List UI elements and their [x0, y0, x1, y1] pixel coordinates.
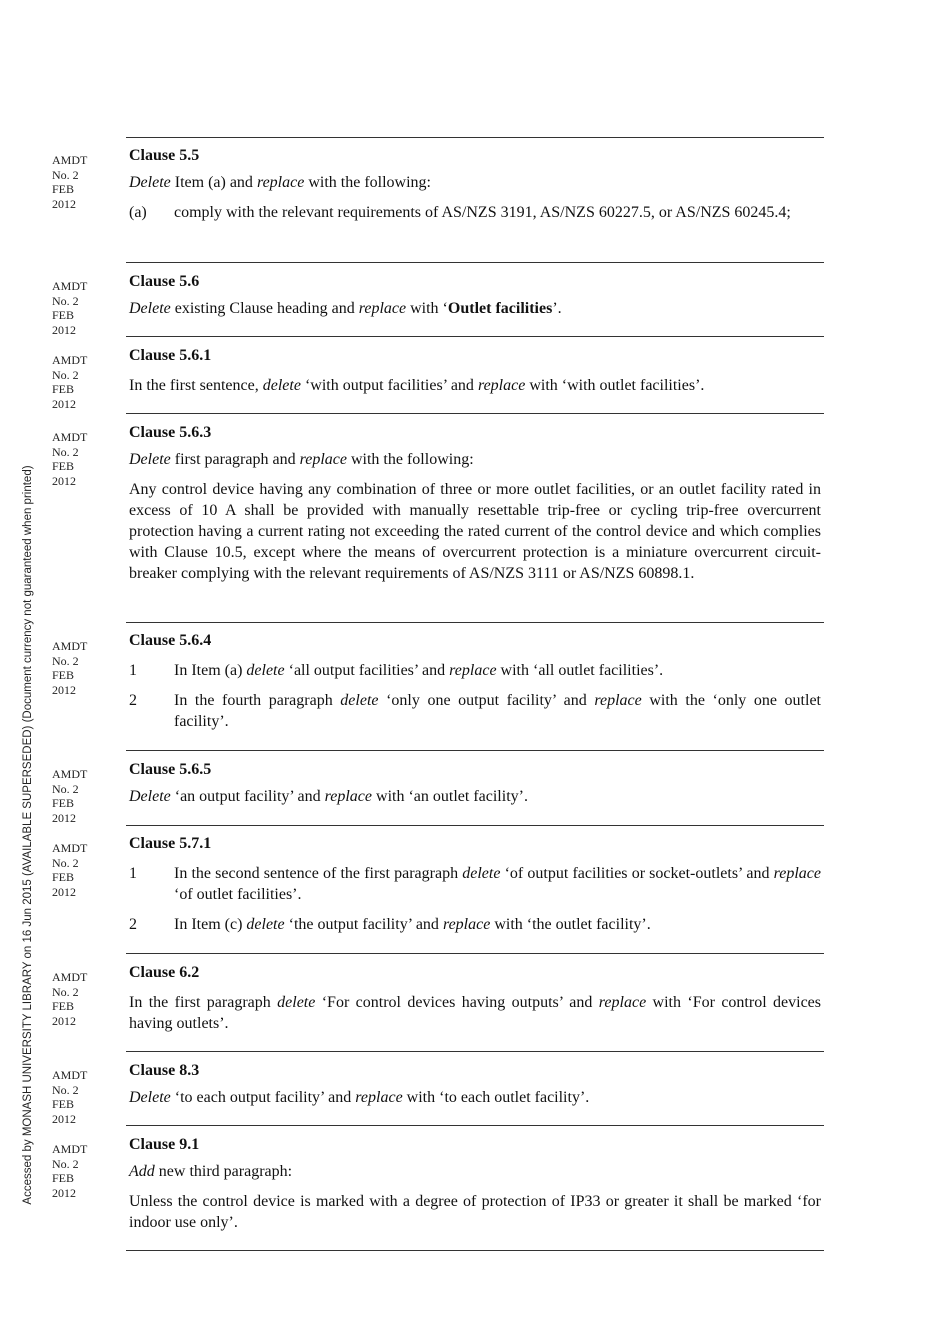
clause-item: [129, 914, 821, 935]
clause-heading: Clause 9.1: [129, 1136, 200, 1153]
clause-item: [129, 660, 821, 681]
access-notice-text: Accessed by MONASH UNIVERSITY LIBRARY on 16 Jun 2015 (AVAILABLE SUPERSEDED) (Document currency not guaranteed when printed): [22, 465, 34, 1205]
clause-instruction: Delete first paragraph and replace with the following:: [129, 450, 474, 468]
clause-heading: Clause 5.6: [129, 273, 200, 290]
item-number: 1: [129, 661, 137, 679]
item-number: (a): [129, 203, 147, 221]
divider: [126, 336, 824, 337]
item-number: 2: [129, 691, 137, 709]
clause-5-6-3: [129, 422, 821, 584]
clause-5-6: [129, 271, 821, 319]
new-paragraph: Unless the control device is marked with a degree of protection of IP33 or greater it shall be marked ‘for indoor use only’.: [129, 1192, 821, 1231]
item-number: 1: [129, 864, 137, 882]
amendment-note: AMDT No. 2 FEB 2012: [52, 841, 88, 899]
amendment-note: AMDT No. 2 FEB 2012: [52, 639, 88, 697]
divider: [126, 825, 824, 826]
clause-heading: Clause 5.6.4: [129, 632, 212, 649]
clause-5-6-4: [129, 630, 821, 732]
amendment-note: AMDT No. 2 FEB 2012: [52, 153, 88, 211]
clause-instruction: In the first sentence, delete ‘with output facilities’ and replace with ‘with outlet facilities’.: [129, 376, 705, 394]
clause-instruction: Delete ‘to each output facility’ and replace with ‘to each outlet facility’.: [129, 1088, 590, 1106]
clause-heading: Clause 6.2: [129, 964, 200, 981]
item-text: In Item (c) delete ‘the output facility’ and replace with ‘the outlet facility’.: [174, 915, 651, 933]
amendment-note: AMDT No. 2 FEB 2012: [52, 430, 88, 488]
clause-heading: Clause 5.5: [129, 147, 200, 164]
item-text: In the fourth paragraph delete ‘only one output facility’ and replace with the ‘only one outlet facility’.: [174, 691, 821, 730]
divider: [126, 413, 824, 414]
amendment-note: AMDT No. 2 FEB 2012: [52, 767, 88, 825]
amendment-note: AMDT No. 2 FEB 2012: [52, 279, 88, 337]
item-text: In Item (a) delete ‘all output facilities’ and replace with ‘all outlet facilities’.: [174, 661, 664, 679]
divider: [126, 1250, 824, 1251]
clause-heading: Clause 8.3: [129, 1062, 200, 1079]
amendment-note: AMDT No. 2 FEB 2012: [52, 1068, 88, 1126]
clause-instruction: Delete existing Clause heading and replace with ‘Outlet facilities’.: [129, 299, 562, 317]
clause-5-5: [129, 145, 821, 223]
amendment-note: AMDT No. 2 FEB 2012: [52, 353, 88, 411]
clause-8-3: [129, 1060, 821, 1108]
amendment-note: AMDT No. 2 FEB 2012: [52, 970, 88, 1028]
clause-item: [129, 202, 821, 223]
clause-instruction: Add new third paragraph:: [129, 1162, 293, 1180]
clause-5-6-1: [129, 345, 821, 396]
clause-item: [129, 863, 821, 905]
clause-heading: Clause 5.6.1: [129, 347, 212, 364]
clause-heading: Clause 5.6.3: [129, 424, 212, 441]
clause-heading: Clause 5.6.5: [129, 761, 212, 778]
clause-instruction: In the first paragraph delete ‘For control devices having outputs’ and replace with ‘For control devices having outlets’.: [129, 993, 821, 1032]
divider: [126, 1125, 824, 1126]
clause-5-7-1: [129, 833, 821, 935]
item-text: comply with the relevant requirements of AS/NZS 3191, AS/NZS 60227.5, or AS/NZS 60245.4;: [174, 203, 791, 221]
clause-5-6-5: [129, 759, 821, 807]
clause-6-2: [129, 962, 821, 1034]
clause-heading: Clause 5.7.1: [129, 835, 212, 852]
divider: [126, 750, 824, 751]
divider: [126, 137, 824, 138]
divider: [126, 953, 824, 954]
replacement-paragraph: Any control device having any combination of three or more outlet facilities, or an outlet facility rated in excess of 10 A shall be provided with manually resettable trip-free or cycling trip-free overcurrent protection having a current rating not exceeding the rated current of the control device and which complies with Clause 10.5, except where the means of overcurrent protection is a miniature overcurrent circuit-breaker complying with the relevant requirements of AS/NZS 3111 or AS/NZS 60898.1.: [129, 480, 821, 582]
clause-item: [129, 690, 821, 732]
divider: [126, 622, 824, 623]
divider: [126, 262, 824, 263]
item-number: 2: [129, 915, 137, 933]
clause-instruction: Delete ‘an output facility’ and replace with ‘an outlet facility’.: [129, 787, 528, 805]
divider: [126, 1051, 824, 1052]
amendment-note: AMDT No. 2 FEB 2012: [52, 1142, 88, 1200]
item-text: In the second sentence of the first paragraph delete ‘of output facilities or socket-outlets’ and replace ‘of outlet facilities’.: [174, 864, 821, 903]
clause-9-1: [129, 1134, 821, 1233]
clause-instruction: Delete Item (a) and replace with the following:: [129, 173, 431, 191]
